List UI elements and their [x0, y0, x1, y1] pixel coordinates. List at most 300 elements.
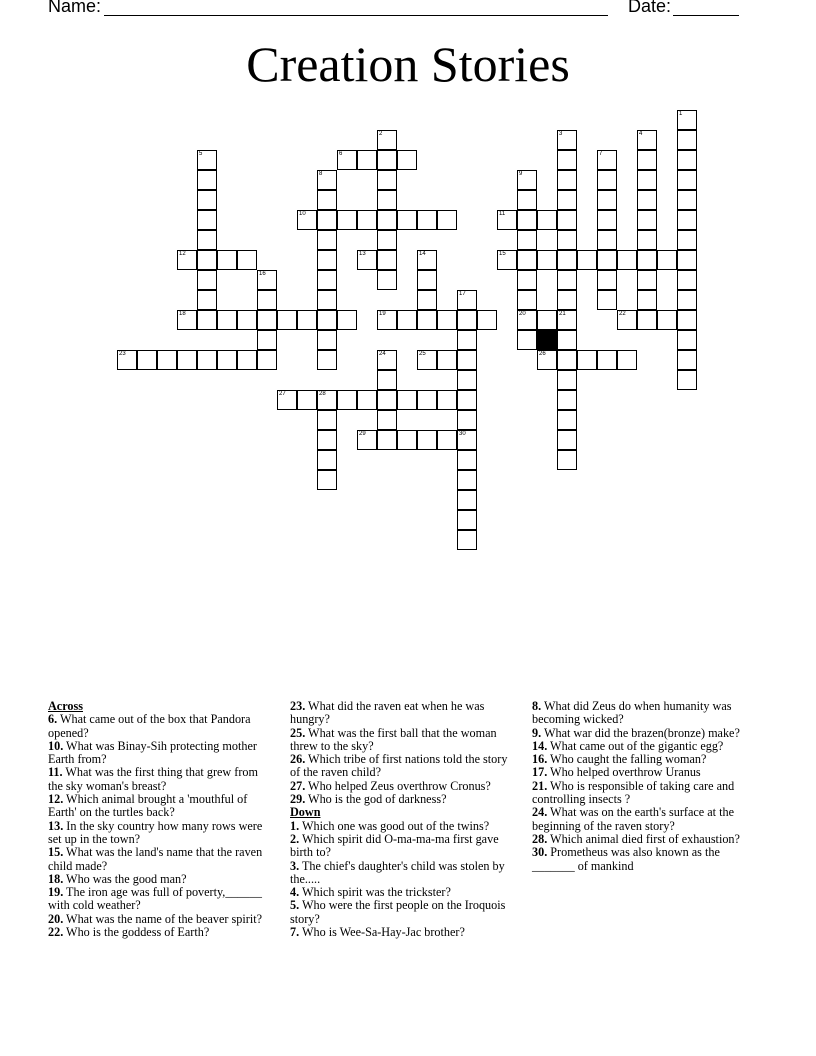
clue-number: 1.	[290, 818, 300, 833]
crossword-cell[interactable]	[377, 370, 397, 390]
crossword-cell[interactable]	[277, 390, 297, 410]
clue-number: 30.	[532, 845, 548, 860]
crossword-cell[interactable]	[457, 450, 477, 470]
clue-number: 17.	[532, 765, 548, 780]
crossword-cell[interactable]	[317, 190, 337, 210]
clue-number: 8.	[532, 699, 542, 713]
clue-number: 14.	[532, 738, 548, 753]
crossword-cell[interactable]	[317, 170, 337, 190]
crossword-cell[interactable]	[457, 390, 477, 410]
clue-text: Which tribe of first nations told the story of the raven child?	[290, 752, 508, 780]
crossword-cell[interactable]	[677, 270, 697, 290]
crossword-cell[interactable]	[557, 210, 577, 230]
clues-column-3	[532, 700, 758, 873]
clue-text: What was on the earth's surface at the beginning of the raven story?	[532, 805, 734, 833]
crossword-cell[interactable]	[677, 150, 697, 170]
crossword-cell[interactable]	[317, 310, 337, 330]
crossword-cell[interactable]	[597, 190, 617, 210]
crossword-cell[interactable]	[517, 310, 537, 330]
crossword-cell[interactable]	[557, 350, 577, 370]
crossword-cell[interactable]	[677, 190, 697, 210]
crossword-cell[interactable]	[297, 310, 317, 330]
crossword-cell[interactable]	[377, 350, 397, 370]
crossword-cell[interactable]	[317, 230, 337, 250]
clue-text: Which one was good out of the twins?	[299, 818, 490, 833]
crossword-cell[interactable]	[557, 330, 577, 350]
crossword-cell[interactable]	[377, 130, 397, 150]
crossword-block	[537, 330, 557, 350]
crossword-cell[interactable]	[337, 150, 357, 170]
clues-column-1	[48, 700, 274, 939]
crossword-cell[interactable]	[337, 310, 357, 330]
crossword-cell[interactable]	[377, 170, 397, 190]
crossword-cell[interactable]	[197, 290, 217, 310]
crossword-cell[interactable]	[557, 150, 577, 170]
across-clue	[290, 727, 516, 754]
crossword-cell[interactable]	[317, 210, 337, 230]
down-clue	[532, 753, 758, 766]
crossword-cell[interactable]	[677, 230, 697, 250]
down-clue	[290, 899, 516, 926]
crossword-cell[interactable]	[297, 390, 317, 410]
clues-column-2	[290, 700, 516, 939]
crossword-cell[interactable]	[377, 230, 397, 250]
crossword-cell[interactable]	[677, 290, 697, 310]
crossword-cell[interactable]	[357, 150, 377, 170]
down-clue	[532, 766, 758, 779]
clue-text: Which animal died first of exhaustion?	[547, 831, 740, 846]
clue-text: What came out of the box that Pandora opened?	[48, 712, 251, 740]
across-clue	[48, 913, 274, 926]
clue-text: What was the name of the beaver spirit?	[63, 911, 262, 926]
crossword-cell[interactable]	[437, 310, 457, 330]
clue-number: 10.	[48, 738, 64, 753]
clue-text: What war did the brazen(bronze) make?	[541, 725, 740, 740]
name-label: Name:	[48, 0, 102, 16]
clue-text: What was the first ball that the woman threw to the sky?	[290, 725, 497, 753]
crossword-cell[interactable]	[597, 150, 617, 170]
crossword-cell[interactable]	[557, 190, 577, 210]
crossword-cell[interactable]	[597, 250, 617, 270]
crossword-cell[interactable]	[177, 250, 197, 270]
clue-text: Who caught the falling woman?	[547, 752, 707, 767]
clue-number: 5.	[290, 898, 300, 913]
across-heading: Across	[48, 699, 83, 713]
crossword-cell[interactable]	[317, 270, 337, 290]
crossword-cell[interactable]	[497, 210, 517, 230]
crossword-cell[interactable]	[177, 310, 197, 330]
clue-number: 30	[459, 431, 466, 437]
crossword-cell[interactable]	[537, 210, 557, 230]
crossword-cell[interactable]	[677, 310, 697, 330]
down-clue	[532, 700, 758, 727]
down-clue	[290, 833, 516, 860]
clue-number: 4.	[290, 885, 300, 900]
crossword-cell[interactable]	[237, 350, 257, 370]
crossword-cell[interactable]	[417, 210, 437, 230]
clue-number: 18.	[48, 871, 64, 886]
crossword-cell[interactable]	[597, 210, 617, 230]
crossword-cell[interactable]	[357, 390, 377, 410]
clue-number: 23	[119, 351, 126, 357]
clue-number: 22	[619, 311, 626, 317]
crossword-cell[interactable]	[637, 250, 657, 270]
clue-number: 24.	[532, 805, 548, 820]
crossword-cell[interactable]	[677, 110, 697, 130]
clue-text: What did the raven eat when he was hungry?	[290, 699, 485, 727]
clue-text: Which spirit did O-ma-ma-ma first gave birth to?	[290, 831, 499, 860]
crossword-cell[interactable]	[197, 210, 217, 230]
crossword-cell[interactable]	[317, 430, 337, 450]
crossword-cell[interactable]	[517, 270, 537, 290]
crossword-cell[interactable]	[197, 350, 217, 370]
clue-number: 16.	[532, 752, 548, 767]
crossword-cell[interactable]	[197, 270, 217, 290]
crossword-cell[interactable]	[577, 250, 597, 270]
clue-number: 11	[499, 211, 506, 217]
clue-number: 23.	[290, 699, 306, 713]
crossword-cell[interactable]	[537, 310, 557, 330]
across-clue	[48, 713, 274, 740]
crossword-cell[interactable]	[317, 330, 337, 350]
clue-number: 19.	[48, 885, 64, 900]
crossword-cell[interactable]	[377, 270, 397, 290]
clue-text: Who is responsible of taking care and controlling insects ?	[532, 778, 735, 807]
crossword-cell[interactable]	[557, 370, 577, 390]
clue-text: In the sky country how many rows were set up in the town?	[48, 818, 263, 846]
clue-text: Who is the goddess of Earth?	[63, 925, 210, 940]
clue-number: 3	[559, 131, 563, 137]
clue-number: 21.	[532, 778, 548, 793]
crossword-cell[interactable]	[377, 210, 397, 230]
crossword-cell[interactable]	[457, 510, 477, 530]
crossword-cell[interactable]	[137, 350, 157, 370]
crossword-cell[interactable]	[557, 390, 577, 410]
page-title: Creation Stories	[246, 36, 570, 92]
crossword-cell[interactable]	[197, 310, 217, 330]
clue-number: 7	[599, 151, 603, 157]
clue-number: 13.	[48, 818, 64, 833]
crossword-cell[interactable]	[197, 150, 217, 170]
crossword-cell[interactable]	[197, 190, 217, 210]
crossword-cell[interactable]	[677, 170, 697, 190]
crossword-cell[interactable]	[317, 250, 337, 270]
clue-number: 27.	[290, 778, 306, 793]
crossword-cell[interactable]	[557, 230, 577, 250]
clue-text: What was the land's name that the raven child made?	[48, 845, 263, 873]
clue-number: 15	[499, 251, 506, 257]
crossword-cell[interactable]	[217, 310, 237, 330]
across-clue	[48, 886, 274, 913]
clue-text: Who is Wee-Sa-Hay-Jac brother?	[299, 925, 465, 940]
crossword-cell[interactable]	[257, 290, 277, 310]
crossword-cell[interactable]	[317, 350, 337, 370]
crossword-cell[interactable]	[457, 310, 477, 330]
clue-text: Prometheus was also known as the _______ of mankind	[532, 845, 720, 873]
date-label: Date:	[628, 0, 672, 16]
crossword-cell[interactable]	[457, 410, 477, 430]
crossword-cell[interactable]	[457, 490, 477, 510]
across-clue	[48, 820, 274, 847]
clue-number: 26	[539, 351, 546, 357]
crossword-cell[interactable]	[257, 270, 277, 290]
clue-number: 13	[359, 251, 366, 257]
crossword-cell[interactable]	[317, 470, 337, 490]
crossword-cell[interactable]	[417, 310, 437, 330]
crossword-cell[interactable]	[357, 210, 377, 230]
crossword-cell[interactable]	[197, 250, 217, 270]
down-clue	[532, 833, 758, 846]
clue-number: 4	[639, 131, 643, 137]
crossword-cell[interactable]	[297, 210, 317, 230]
down-clue	[532, 846, 758, 873]
crossword-cell[interactable]	[557, 270, 577, 290]
crossword-cell[interactable]	[517, 330, 537, 350]
crossword-cell[interactable]	[237, 250, 257, 270]
crossword-cell[interactable]	[457, 470, 477, 490]
clue-text: The iron age was full of poverty,______ with cold weather?	[48, 885, 262, 913]
crossword-cell[interactable]	[557, 130, 577, 150]
down-clue	[290, 926, 516, 939]
crossword-cell[interactable]	[657, 250, 677, 270]
across-clue	[48, 846, 274, 873]
crossword-cell[interactable]	[377, 410, 397, 430]
crossword-cell[interactable]	[637, 270, 657, 290]
crossword-cell[interactable]	[457, 290, 477, 310]
across-clue	[48, 793, 274, 820]
clue-number: 25.	[290, 725, 306, 740]
crossword-cell[interactable]	[337, 210, 357, 230]
down-clue	[532, 806, 758, 833]
clue-number: 20	[519, 311, 526, 317]
crossword-cell[interactable]	[397, 210, 417, 230]
clue-number: 2	[379, 131, 383, 137]
across-clue	[290, 700, 516, 727]
clue-number: 22.	[48, 925, 64, 940]
clue-number: 3.	[290, 858, 300, 873]
across-clue	[48, 873, 274, 886]
clue-text: The chief's daughter's child was stolen by the.....	[290, 858, 505, 886]
clue-number: 8	[319, 171, 323, 177]
down-clue	[290, 820, 516, 833]
crossword-cell[interactable]	[637, 290, 657, 310]
crossword-cell[interactable]	[377, 150, 397, 170]
crossword-cell[interactable]	[337, 390, 357, 410]
down-clue	[532, 780, 758, 807]
crossword-cell[interactable]	[517, 290, 537, 310]
clue-text: Which animal brought a 'mouthful of Earth' on the turtles back?	[48, 792, 248, 820]
crossword-cell[interactable]	[597, 230, 617, 250]
down-clue	[290, 886, 516, 899]
crossword-cell[interactable]	[437, 430, 457, 450]
crossword-cell[interactable]	[157, 350, 177, 370]
clue-text: What came out of the gigantic egg?	[547, 738, 724, 753]
clue-number: 29	[359, 431, 366, 437]
clue-number: 2.	[290, 831, 300, 846]
crossword-cell[interactable]	[437, 390, 457, 410]
crossword-cell[interactable]	[257, 350, 277, 370]
crossword-cell[interactable]	[537, 250, 557, 270]
crossword-cell[interactable]	[417, 430, 437, 450]
crossword-cell[interactable]	[417, 390, 437, 410]
crossword-cell[interactable]	[557, 450, 577, 470]
crossword-cell[interactable]	[677, 250, 697, 270]
crossword-cell[interactable]	[597, 270, 617, 290]
across-clue	[290, 753, 516, 780]
crossword-cell[interactable]	[557, 290, 577, 310]
clue-number: 16	[259, 271, 266, 277]
clue-number: 1	[679, 111, 683, 117]
crossword-cell[interactable]	[617, 350, 637, 370]
clue-number: 20.	[48, 911, 64, 926]
crossword-cell[interactable]	[637, 130, 657, 150]
clue-number: 12.	[48, 792, 64, 807]
down-heading: Down	[290, 805, 321, 820]
crossword-cell[interactable]	[437, 210, 457, 230]
crossword-cell[interactable]	[637, 210, 657, 230]
clue-text: What was Binay-Sih protecting mother Earth from?	[48, 738, 257, 767]
crossword-cell[interactable]	[597, 290, 617, 310]
crossword-cell[interactable]	[457, 350, 477, 370]
crossword-cell[interactable]	[457, 330, 477, 350]
crossword-cell[interactable]	[637, 170, 657, 190]
crossword-cell[interactable]	[117, 350, 137, 370]
crossword-cell[interactable]	[357, 250, 377, 270]
crossword-cell[interactable]	[617, 310, 637, 330]
down-clue	[290, 860, 516, 887]
clue-text: Who helped Zeus overthrow Cronus?	[305, 778, 491, 793]
crossword-cell[interactable]	[557, 410, 577, 430]
crossword-cell[interactable]	[317, 410, 337, 430]
across-clue	[290, 793, 516, 806]
crossword-cell[interactable]	[197, 170, 217, 190]
crossword-cell[interactable]	[237, 310, 257, 330]
crossword-cell[interactable]	[677, 370, 697, 390]
crossword-cell[interactable]	[677, 210, 697, 230]
crossword-cell[interactable]	[197, 230, 217, 250]
crossword-cell[interactable]	[417, 250, 437, 270]
across-clue	[48, 926, 274, 939]
crossword-cell[interactable]	[377, 390, 397, 410]
crossword-cell[interactable]	[677, 350, 697, 370]
clue-number: 28.	[532, 831, 548, 846]
clue-number: 25	[419, 351, 426, 357]
across-clue	[48, 740, 274, 767]
clue-text: Who is the god of darkness?	[305, 792, 447, 807]
crossword-cell[interactable]	[257, 310, 277, 330]
crossword-cell[interactable]	[177, 350, 197, 370]
clue-number: 14	[419, 251, 426, 257]
clue-number: 21	[559, 311, 566, 317]
clue-number: 26.	[290, 752, 306, 767]
clue-number: 27	[279, 391, 286, 397]
crossword-cell[interactable]	[637, 150, 657, 170]
crossword-cell[interactable]	[557, 250, 577, 270]
clue-number: 12	[179, 251, 186, 257]
crossword-cell[interactable]	[677, 330, 697, 350]
crossword-cell[interactable]	[217, 350, 237, 370]
crossword-cell[interactable]	[457, 430, 477, 450]
clue-text: Who was the good man?	[63, 871, 187, 886]
crossword-cell[interactable]	[417, 270, 437, 290]
across-clue	[48, 766, 274, 793]
crossword-cell[interactable]	[397, 310, 417, 330]
crossword-cell[interactable]	[457, 530, 477, 550]
crossword-cell[interactable]	[537, 350, 557, 370]
clue-text: Who were the first people on the Iroquois story?	[290, 898, 506, 926]
crossword-cell[interactable]	[397, 390, 417, 410]
clue-number: 24	[379, 351, 386, 357]
crossword-cell[interactable]	[457, 370, 477, 390]
down-clue	[532, 727, 758, 740]
crossword-cell[interactable]	[397, 430, 417, 450]
clue-text: Who helped overthrow Uranus	[547, 765, 701, 780]
crossword-cell[interactable]	[577, 350, 597, 370]
crossword-cell[interactable]	[517, 250, 537, 270]
crossword-cell[interactable]	[317, 390, 337, 410]
crossword-cell[interactable]	[517, 230, 537, 250]
crossword-cell[interactable]	[617, 250, 637, 270]
crossword-cell[interactable]	[397, 150, 417, 170]
clue-number: 19	[379, 311, 386, 317]
crossword-cell[interactable]	[417, 350, 437, 370]
crossword-cell[interactable]	[557, 430, 577, 450]
crossword-cell[interactable]	[637, 310, 657, 330]
clue-number: 10	[299, 211, 306, 217]
crossword-cell[interactable]	[517, 210, 537, 230]
crossword-cell[interactable]	[517, 190, 537, 210]
crossword-cell[interactable]	[257, 330, 277, 350]
clue-number: 11.	[48, 765, 63, 780]
clue-number: 5	[199, 151, 203, 157]
crossword-cell[interactable]	[377, 310, 397, 330]
clue-number: 29.	[290, 792, 306, 807]
crossword-cell[interactable]	[517, 170, 537, 190]
clue-text: What did Zeus do when humanity was becoming wicked?	[532, 699, 732, 727]
down-clue	[532, 740, 758, 753]
crossword-cell[interactable]	[377, 190, 397, 210]
crossword-cell[interactable]	[377, 430, 397, 450]
crossword-cell[interactable]	[357, 430, 377, 450]
crossword-cell[interactable]	[637, 230, 657, 250]
clue-number: 15.	[48, 845, 64, 860]
clue-text: Which spirit was the trickster?	[299, 885, 451, 900]
crossword-cell[interactable]	[677, 130, 697, 150]
crossword-cell[interactable]	[557, 170, 577, 190]
crossword-cell[interactable]	[317, 450, 337, 470]
clue-number: 17	[459, 291, 466, 297]
crossword-cell[interactable]	[377, 250, 397, 270]
clue-number: 28	[319, 391, 326, 397]
crossword-cell[interactable]	[417, 290, 437, 310]
crossword-cell[interactable]	[437, 350, 457, 370]
crossword-cell[interactable]	[317, 290, 337, 310]
crossword-cell[interactable]	[637, 190, 657, 210]
clue-number: 6	[339, 151, 343, 157]
crossword-cell[interactable]	[557, 310, 577, 330]
crossword-cell[interactable]	[277, 310, 297, 330]
across-clue	[290, 780, 516, 793]
clue-number: 6.	[48, 712, 58, 727]
crossword-cell[interactable]	[657, 310, 677, 330]
crossword-cell[interactable]	[217, 250, 237, 270]
clue-number: 18	[179, 311, 186, 317]
crossword-cell[interactable]	[477, 310, 497, 330]
crossword-cell[interactable]	[497, 250, 517, 270]
crossword-cell[interactable]	[597, 350, 617, 370]
clue-number: 9	[519, 171, 523, 177]
crossword-cell[interactable]	[597, 170, 617, 190]
